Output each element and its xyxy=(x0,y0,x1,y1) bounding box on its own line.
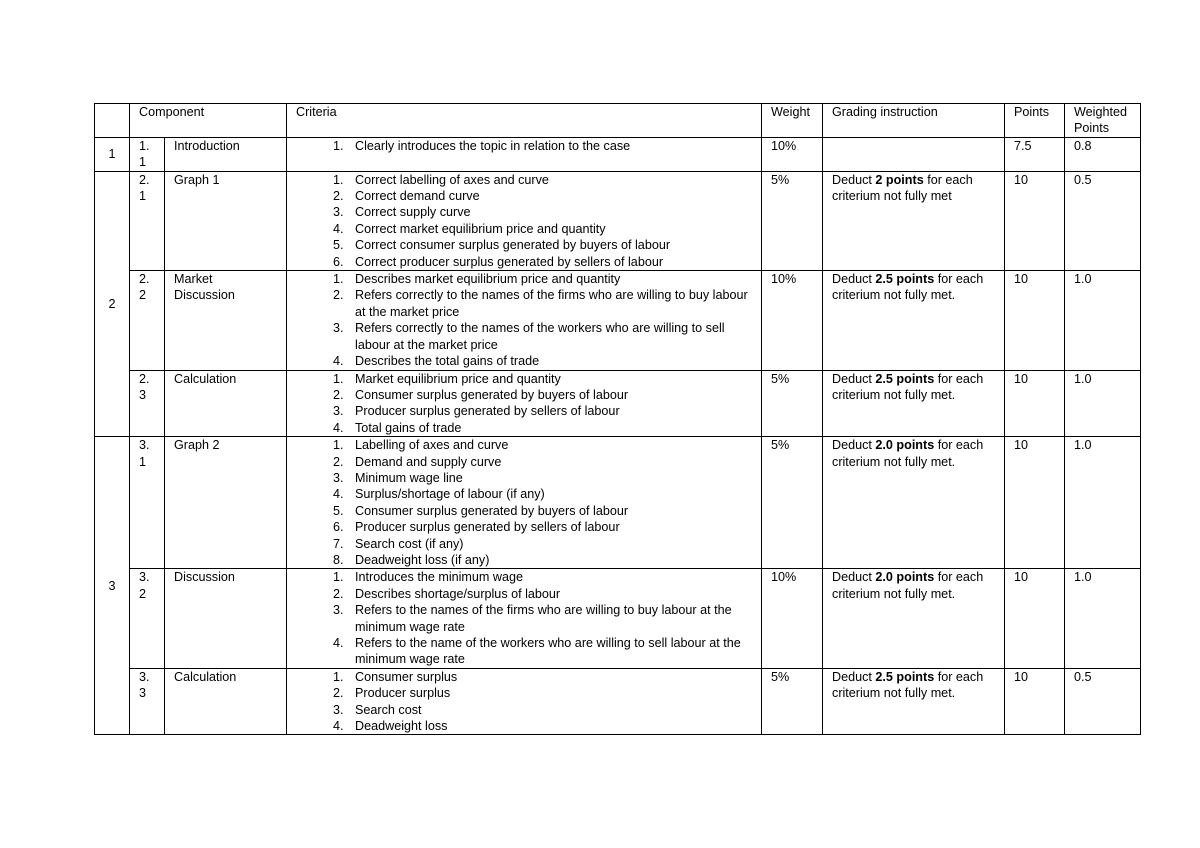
criteria-cell xyxy=(287,668,762,735)
header-weight: Weight xyxy=(762,104,823,138)
subsection-number: 2. 1 xyxy=(130,171,165,270)
criterion-item: 6. Correct producer surplus generated by sellers of labour xyxy=(347,254,755,270)
criteria-list xyxy=(296,669,761,735)
criterion-item: 4. Surplus/shortage of labour (if any) xyxy=(347,486,755,502)
subsection-number: 2. 2 xyxy=(130,271,165,370)
grading-points: 2.5 points xyxy=(875,371,935,386)
criterion-item: 7. Search cost (if any) xyxy=(347,536,755,552)
weighted-points: 0.5 xyxy=(1065,171,1141,270)
criteria-list xyxy=(296,569,761,667)
grading-instruction xyxy=(823,137,1005,171)
grading-instruction xyxy=(823,171,1005,270)
section-number: 3 xyxy=(95,437,130,735)
criterion-item: 5. Correct consumer surplus generated by buyers of labour xyxy=(347,237,755,253)
criterion-item: 5. Consumer surplus generated by buyers of labour xyxy=(347,503,755,519)
component-name: Graph 2 xyxy=(165,437,287,569)
weight: 5% xyxy=(762,437,823,569)
weight: 10% xyxy=(762,271,823,370)
grading-instruction xyxy=(823,437,1005,569)
grading-points: 2.0 points xyxy=(875,570,935,585)
table-row xyxy=(95,668,1141,735)
criterion-item: 3. Refers correctly to the names of the workers who are willing to sell labour at the market price xyxy=(347,320,755,353)
grading-text: for each criterium not fully met. xyxy=(832,371,987,402)
subsection-number: 3. 1 xyxy=(130,437,165,569)
table-row xyxy=(95,569,1141,668)
weighted-points: 1.0 xyxy=(1065,437,1141,569)
header-row xyxy=(95,104,1141,138)
criterion-item: 4. Correct market equilibrium price and quantity xyxy=(347,221,755,237)
weighted-points: 1.0 xyxy=(1065,569,1141,668)
grading-text: for each criterium not fully met. xyxy=(832,570,987,601)
header-number xyxy=(95,104,130,138)
grading-text: for each criterium not fully met. xyxy=(832,438,987,469)
criterion-item: 4. Describes the total gains of trade xyxy=(347,353,755,369)
criterion-item: 8. Deadweight loss (if any) xyxy=(347,552,755,568)
points: 10 xyxy=(1005,569,1065,668)
points: 7.5 xyxy=(1005,137,1065,171)
criteria-cell xyxy=(287,271,762,370)
criterion-item: 1. Clearly introduces the topic in relation to the case xyxy=(347,138,755,154)
criterion-item: 1. Market equilibrium price and quantity xyxy=(347,371,755,387)
criterion-item: 1. Labelling of axes and curve xyxy=(347,437,755,453)
header-criteria: Criteria xyxy=(287,104,762,138)
grading-instruction xyxy=(823,668,1005,735)
grading-text: for each criterium not fully met. xyxy=(832,669,987,701)
criterion-item: 2. Demand and supply curve xyxy=(347,454,755,470)
grading-instruction xyxy=(823,271,1005,370)
criterion-item: 3. Correct supply curve xyxy=(347,204,755,220)
grading-points: 2.0 points xyxy=(875,438,935,453)
grading-instruction xyxy=(823,370,1005,437)
criteria-list xyxy=(296,172,761,270)
criterion-item: 2. Describes shortage/surplus of labour xyxy=(347,586,755,602)
criterion-item: 1. Correct labelling of axes and curve xyxy=(347,172,755,188)
criterion-item: 6. Producer surplus generated by sellers of labour xyxy=(347,519,755,535)
grading-text: Deduct xyxy=(832,272,876,287)
criteria-list xyxy=(296,371,761,437)
weighted-points: 1.0 xyxy=(1065,271,1141,370)
criterion-item: 4. Deadweight loss xyxy=(347,718,755,734)
table-row xyxy=(95,370,1141,437)
grading-text: Deduct xyxy=(832,172,876,187)
header-grading-instruction: Grading instruction xyxy=(823,104,1005,138)
criteria-cell xyxy=(287,370,762,437)
header-component: Component xyxy=(130,104,287,138)
grading-text: for each criterium not fully met. xyxy=(832,272,987,303)
grading-instruction xyxy=(823,569,1005,668)
weight: 10% xyxy=(762,137,823,171)
criterion-item: 3. Minimum wage line xyxy=(347,470,755,486)
weight: 5% xyxy=(762,370,823,437)
points: 10 xyxy=(1005,271,1065,370)
weight: 10% xyxy=(762,569,823,668)
component-name: Calculation xyxy=(165,668,287,735)
component-name: Introduction xyxy=(165,137,287,171)
component-name: Discussion xyxy=(165,569,287,668)
component-name: Calculation xyxy=(165,370,287,437)
points: 10 xyxy=(1005,370,1065,437)
criterion-item: 3. Refers to the names of the firms who are willing to buy labour at the minimum wage rate xyxy=(347,602,755,635)
section-number: 2 xyxy=(95,171,130,437)
grading-text: Deduct xyxy=(832,371,876,386)
points: 10 xyxy=(1005,171,1065,270)
criterion-item: 2. Correct demand curve xyxy=(347,188,755,204)
criteria-cell xyxy=(287,569,762,668)
criteria-cell xyxy=(287,171,762,270)
criterion-item: 3. Producer surplus generated by sellers of labour xyxy=(347,403,755,419)
criterion-item: 2. Consumer surplus generated by buyers of labour xyxy=(347,387,755,403)
grading-text: Deduct xyxy=(832,438,876,453)
subsection-number: 1. 1 xyxy=(130,137,165,171)
grading-points: 2.5 points xyxy=(875,272,935,287)
criteria-list xyxy=(296,271,761,369)
criterion-item: 4. Refers to the name of the workers who are willing to sell labour at the minimum wage rate xyxy=(347,635,755,668)
weighted-points: 0.5 xyxy=(1065,668,1141,735)
table-row xyxy=(95,171,1141,270)
criterion-item: 2. Refers correctly to the names of the firms who are willing to buy labour at the market price xyxy=(347,287,755,320)
criterion-item: 3. Search cost xyxy=(347,702,755,718)
component-name: Market Discussion xyxy=(165,271,287,370)
grading-text: Deduct xyxy=(832,669,876,684)
grading-rubric-table xyxy=(94,103,1141,735)
weight: 5% xyxy=(762,668,823,735)
criteria-list xyxy=(296,437,761,568)
points: 10 xyxy=(1005,668,1065,735)
criteria-cell xyxy=(287,137,762,171)
table-row xyxy=(95,437,1141,569)
criterion-item: 2. Producer surplus xyxy=(347,685,755,701)
table-row xyxy=(95,271,1141,370)
subsection-number: 3. 2 xyxy=(130,569,165,668)
grading-points: 2 points xyxy=(875,172,924,187)
subsection-number: 3. 3 xyxy=(130,668,165,735)
header-weighted-points: Weighted Points xyxy=(1065,104,1141,138)
criterion-item: 4. Total gains of trade xyxy=(347,420,755,436)
grading-text: Deduct xyxy=(832,570,876,585)
points: 10 xyxy=(1005,437,1065,569)
table-row xyxy=(95,137,1141,171)
component-name: Graph 1 xyxy=(165,171,287,270)
weighted-points: 1.0 xyxy=(1065,370,1141,437)
criterion-item: 1. Consumer surplus xyxy=(347,669,755,685)
criteria-list xyxy=(296,138,761,154)
weighted-points: 0.8 xyxy=(1065,137,1141,171)
criterion-item: 1. Introduces the minimum wage xyxy=(347,569,755,585)
grading-text: for each criterium not fully met xyxy=(832,172,977,204)
grading-points: 2.5 points xyxy=(875,669,935,684)
weight: 5% xyxy=(762,171,823,270)
criteria-cell xyxy=(287,437,762,569)
header-points: Points xyxy=(1005,104,1065,138)
criterion-item: 1. Describes market equilibrium price and quantity xyxy=(347,271,755,287)
subsection-number: 2. 3 xyxy=(130,370,165,437)
section-number: 1 xyxy=(95,137,130,171)
